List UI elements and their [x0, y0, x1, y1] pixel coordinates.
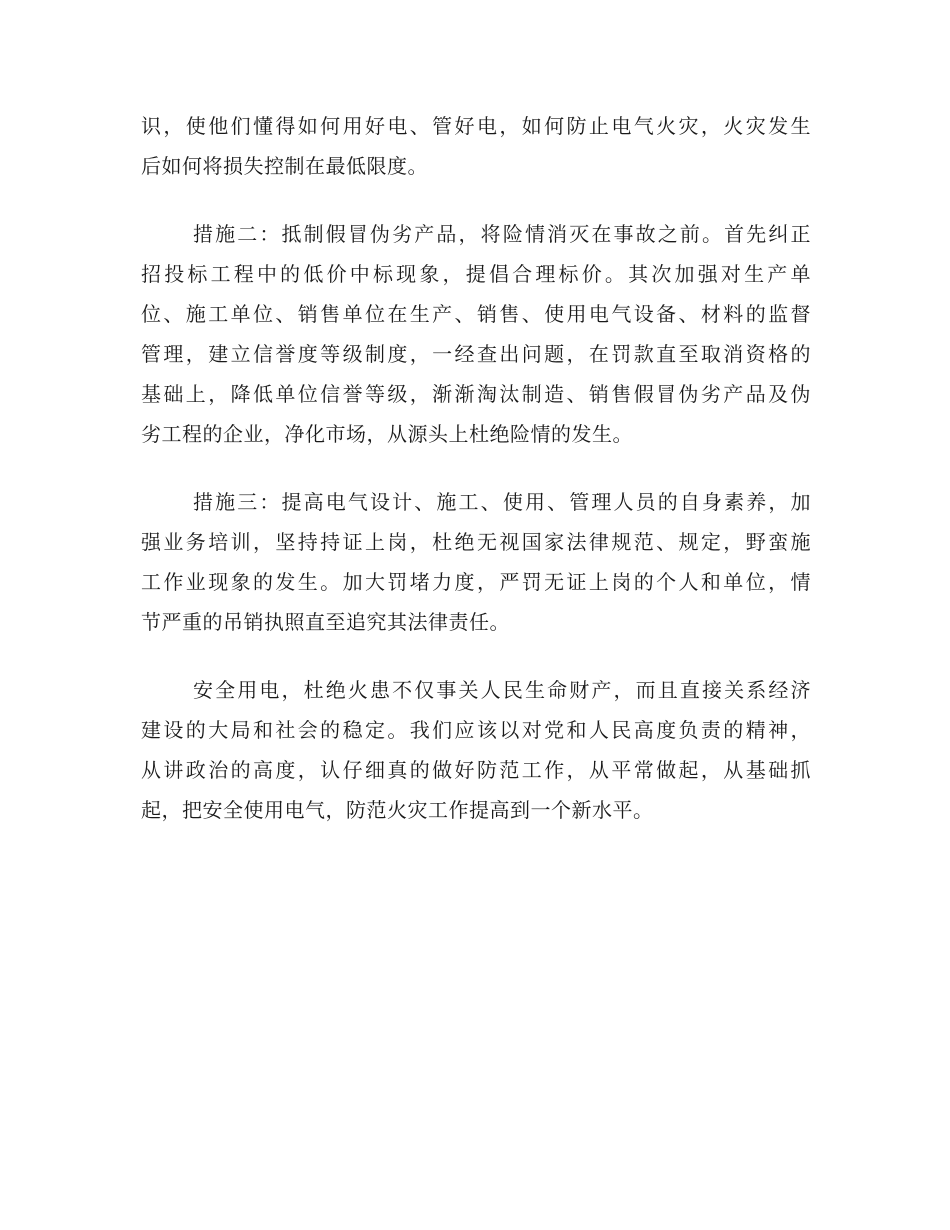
- text-line: 节严重的吊销执照直至追究其法律责任。: [141, 610, 510, 634]
- text-line: 强业务培训，坚持持证上岗，杜绝无视国家法律规范、规定，野蛮施: [141, 530, 811, 554]
- text-line: 识，使他们懂得如何用好电、管好电，如何防止电气火灾，火灾发生: [141, 114, 811, 138]
- paragraph-2: [141, 214, 811, 454]
- document-body: [141, 106, 811, 858]
- text-line: 后如何将损失控制在最低限度。: [141, 154, 428, 178]
- paragraph-4: [141, 670, 811, 830]
- text-line: 管理，建立信誉度等级制度，一经查出问题，在罚款直至取消资格的: [141, 342, 811, 366]
- text-line: 劣工程的企业，净化市场，从源头上杜绝险情的发生。: [141, 422, 633, 446]
- text-line: 从讲政治的高度，认仔细真的做好防范工作，从平常做起，从基础抓: [141, 758, 811, 782]
- text-line: 位、施工单位、销售单位在生产、销售、使用电气设备、材料的监督: [141, 302, 811, 326]
- paragraph-1: [141, 106, 811, 186]
- text-line: 安全用电，杜绝火患不仅事关人民生命财产，而且直接关系经济: [193, 678, 811, 702]
- text-line: 起，把安全使用电气，防范火灾工作提高到一个新水平。: [141, 798, 654, 822]
- text-line: 招投标工程中的低价中标现象，提倡合理标价。其次加强对生产单: [141, 262, 811, 286]
- text-line: 建设的大局和社会的稳定。我们应该以对党和人民高度负责的精神，: [141, 718, 811, 742]
- text-line: 工作业现象的发生。加大罚堵力度，严罚无证上岗的个人和单位，情: [141, 570, 811, 594]
- text-line: 措施二：抵制假冒伪劣产品，将险情消灭在事故之前。首先纠正: [193, 222, 811, 246]
- text-line: 基础上，降低单位信誉等级，渐渐淘汰制造、销售假冒伪劣产品及伪: [141, 382, 811, 406]
- paragraph-3: [141, 482, 811, 642]
- text-line: 措施三：提高电气设计、施工、使用、管理人员的自身素养，加: [193, 490, 811, 514]
